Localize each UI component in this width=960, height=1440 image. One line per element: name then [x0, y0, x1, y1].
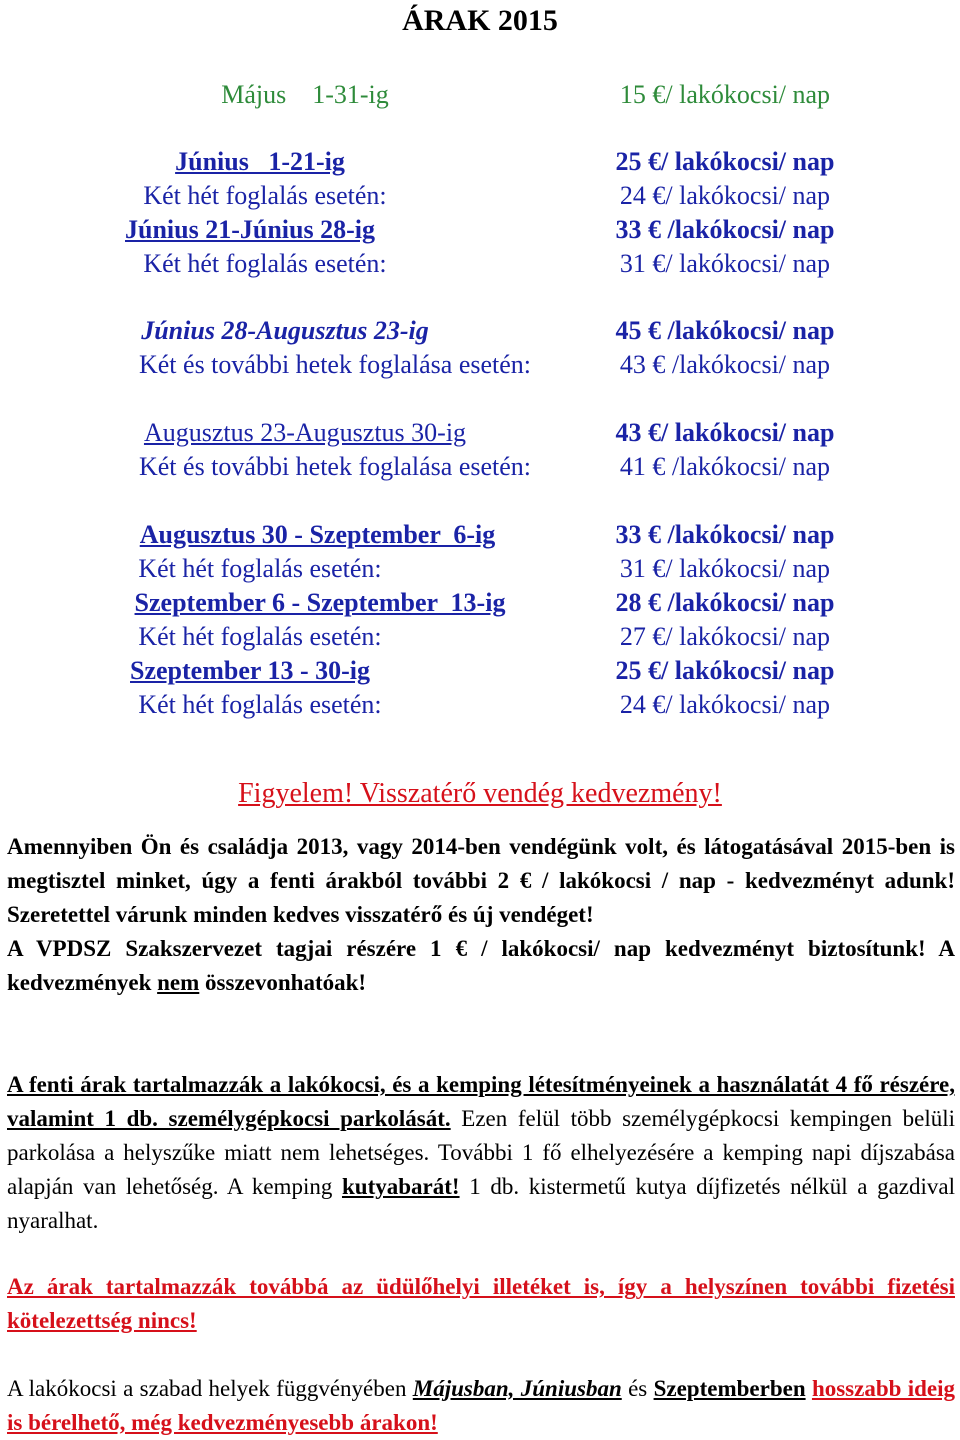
period-label: Két hét foglalás esetén: — [138, 554, 382, 583]
period-price: 43 € /lakókocsi/ nap — [619, 350, 831, 379]
period-label: Két hét foglalás esetén: — [143, 181, 387, 210]
period-label: Szeptember 13 - 30-ig — [130, 656, 370, 685]
price-row — [0, 620, 960, 654]
price-row — [0, 688, 960, 722]
rental-september: Szeptemberben — [653, 1376, 806, 1401]
included-rest-b: 1 db. kistermetű kutya díjfizetés nélkül a gazdival nyaralhat. — [7, 1174, 955, 1233]
period-label: Két hét foglalás esetén: — [138, 622, 382, 651]
rental-and: és — [628, 1376, 648, 1401]
rental-offer: hosszabb ideig is bérelhető, még kedvezményesebb árakon! — [7, 1376, 956, 1435]
period-label: Május 1-31-ig — [221, 80, 389, 109]
rental-paragraph — [7, 1372, 955, 1440]
period-label: Két és további hetek foglalása esetén: — [138, 350, 532, 379]
price-row — [0, 450, 960, 484]
period-label: Augusztus 30 - Szeptember 6-ig — [139, 520, 496, 549]
returning-guest-heading: Figyelem! Visszatérő vendég kedvezmény! — [238, 778, 722, 809]
price-row — [0, 247, 960, 281]
period-price: 33 € /lakókocsi/ nap — [615, 520, 835, 549]
vpdsz-end: összevonhatóak! — [205, 970, 367, 995]
period-price: 24 €/ lakókocsi/ nap — [619, 690, 831, 719]
period-label: Két és további hetek foglalása esetén: — [138, 452, 532, 481]
page-title: ÁRAK 2015 — [402, 4, 558, 37]
rental-months: Májusban, Júniusban — [412, 1376, 622, 1401]
price-row — [0, 518, 960, 552]
period-label: Szeptember 6 - Szeptember 13-ig — [134, 588, 506, 617]
period-price: 25 €/ lakókocsi/ nap — [615, 147, 835, 176]
included-underlined: A fenti árak tartalmazzák a lakókocsi, és a kemping létesítményeinek a használatát 4 fő részére, valamint 1 db. személygépkocsi parkolását. — [7, 1072, 955, 1131]
period-price: 43 €/ lakókocsi/ nap — [615, 418, 835, 447]
period-price: 28 € /lakókocsi/ nap — [615, 588, 835, 617]
price-row — [0, 213, 960, 247]
period-price: 31 €/ lakókocsi/ nap — [619, 249, 831, 278]
period-price: 24 €/ lakókocsi/ nap — [619, 181, 831, 210]
period-price: 15 €/ lakókocsi/ nap — [619, 80, 831, 109]
price-row — [0, 654, 960, 688]
period-price: 41 € /lakókocsi/ nap — [619, 452, 831, 481]
vpdsz-text: A VPDSZ Szakszervezet tagjai részére 1 € / lakókocsi/ nap kedvezményt biztosítunk! A kedvezmények — [7, 936, 955, 995]
included-paragraph — [7, 1068, 955, 1238]
period-label: Két hét foglalás esetén: — [138, 690, 382, 719]
rental-intro: A lakókocsi a szabad helyek függvényében — [7, 1376, 407, 1401]
price-row — [0, 145, 960, 179]
tax-notice: Az árak tartalmazzák továbbá az üdülőhelyi illetéket is, így a helyszínen további fizetési kötelezettség nincs! — [7, 1274, 955, 1333]
price-row — [0, 179, 960, 213]
price-row — [0, 78, 960, 112]
price-row — [0, 348, 960, 382]
included-rest-a: Ezen felül több személygépkocsi kempingen belüli parkolása a helyszűke miatt nem lehetséges. További 1 fő elhelyezésére a kemping napi díjszabása alapján van lehetőség. A kemping — [7, 1106, 955, 1199]
discount-paragraph — [7, 830, 955, 1000]
period-price: 45 € /lakókocsi/ nap — [615, 316, 835, 345]
vpdsz-nem: nem — [157, 970, 200, 995]
period-price: 27 €/ lakókocsi/ nap — [619, 622, 831, 651]
period-label: Két hét foglalás esetén: — [143, 249, 387, 278]
dog-friendly-label: kutyabarát! — [341, 1174, 460, 1199]
period-label: Június 28-Augusztus 23-ig — [141, 316, 429, 345]
discount-text: Amennyiben Ön és családja 2013, vagy 2014-ben vendégünk volt, és látogatásával 2015-ben is megtisztel minket, úgy a fenti árakból további 2 € / lakókocsi / nap - kedvezményt adunk! Szeretettel várunk minden kedves visszatérő és új vendéget! — [7, 834, 955, 927]
price-row — [0, 314, 960, 348]
period-price: 31 €/ lakókocsi/ nap — [619, 554, 831, 583]
period-label: Június 1-21-ig — [175, 147, 345, 176]
period-price: 25 €/ lakókocsi/ nap — [615, 656, 835, 685]
period-label: Június 21-Június 28-ig — [125, 215, 375, 244]
price-row — [0, 416, 960, 450]
period-label: Augusztus 23-Augusztus 30-ig — [143, 418, 467, 447]
price-row — [0, 586, 960, 620]
price-row — [0, 552, 960, 586]
period-price: 33 € /lakókocsi/ nap — [615, 215, 835, 244]
